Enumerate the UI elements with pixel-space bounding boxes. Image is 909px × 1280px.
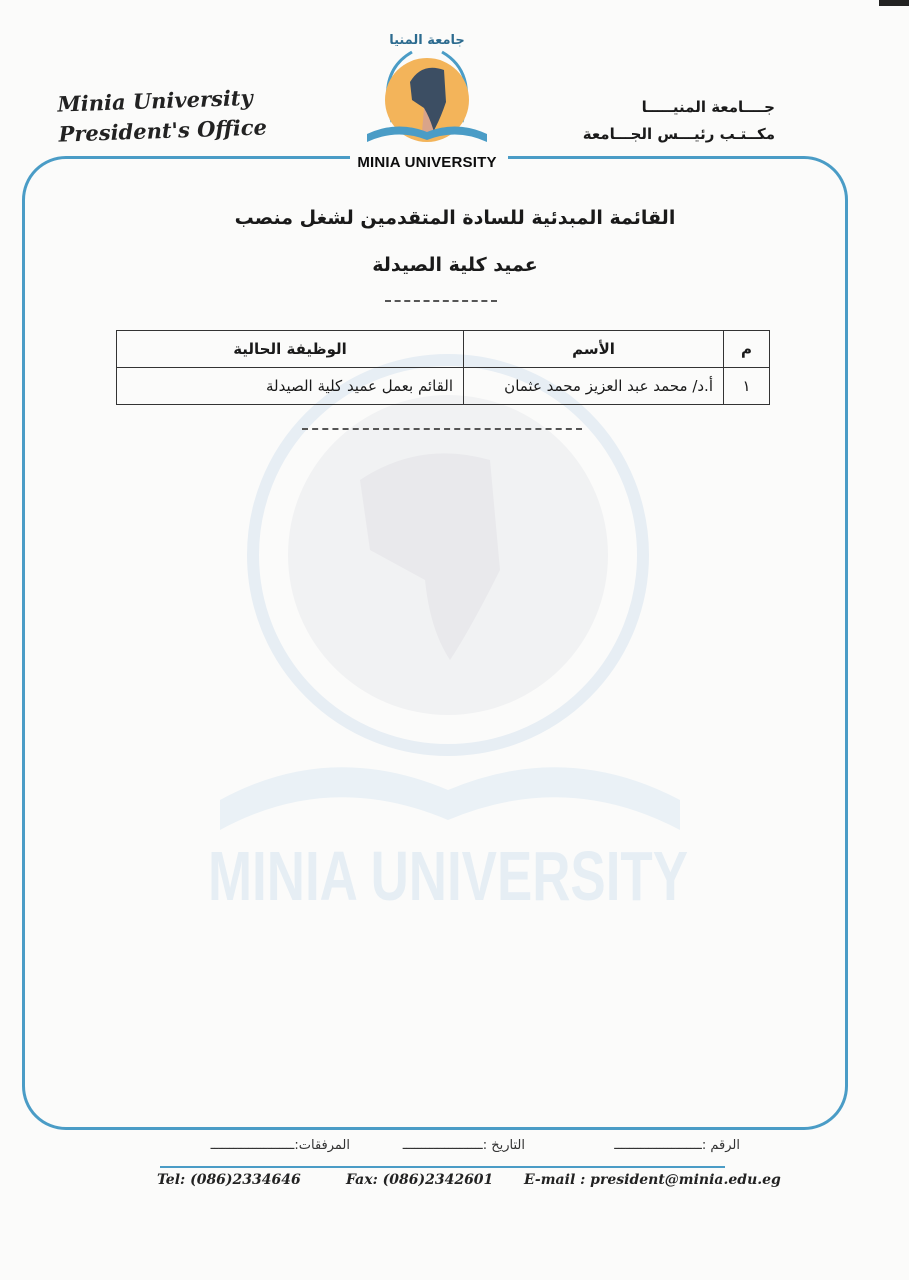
separator-short — [385, 300, 497, 302]
scan-edge-mark — [879, 0, 909, 6]
header-ar-line1: جــــامعة المنيـــــا — [641, 98, 775, 116]
header-arabic — [575, 94, 775, 148]
row-name: أ.د/ محمد عبد العزيز محمد عثمان — [464, 368, 724, 405]
header-ar-line2: مكــتـب رئيـــس الجـــامعة — [582, 125, 775, 143]
footer-attachments-field: المرفقات:ــــــــــــــــــــــ — [210, 1138, 350, 1153]
footer-divider — [160, 1166, 725, 1168]
watermark-text: MINIA UNIVERSITY — [208, 837, 688, 915]
separator-long — [302, 428, 582, 430]
page-frame — [22, 156, 848, 1130]
header-name: الأسم — [464, 331, 724, 368]
logo-title: MINIA UNIVERSITY — [357, 154, 497, 171]
table-row — [117, 368, 770, 405]
header-position: الوظيفة الحالية — [117, 331, 464, 368]
header-english — [57, 82, 269, 149]
footer-fax: Fax: (086)2342601 — [346, 1172, 494, 1188]
logo-emblem — [352, 22, 502, 156]
document-subtitle: عميد كلية الصيدلة — [372, 254, 538, 276]
header-en-line2: President's Office — [58, 114, 268, 147]
footer-email: E-mail : president@minia.edu.eg — [524, 1172, 781, 1188]
footer-date-field: التاريخ :ـــــــــــــــــــــ — [402, 1138, 525, 1153]
document-title: القائمة المبدئية للسادة المتقدمين لشغل منصب — [234, 207, 676, 229]
row-position: القائم بعمل عميد كلية الصيدلة — [117, 368, 464, 405]
applicants-table — [116, 330, 770, 405]
header-en-line1: Minia University — [57, 84, 254, 117]
row-number: ١ — [724, 368, 770, 405]
footer-number-field: الرقم :ـــــــــــــــــــــــ — [614, 1138, 740, 1153]
university-logo — [352, 22, 502, 182]
table-header-row — [117, 331, 770, 368]
header-number: م — [724, 331, 770, 368]
footer-tel: Tel: (086)2334646 — [157, 1172, 301, 1188]
logo-arabic-text: جامعة المنيا — [389, 33, 465, 48]
